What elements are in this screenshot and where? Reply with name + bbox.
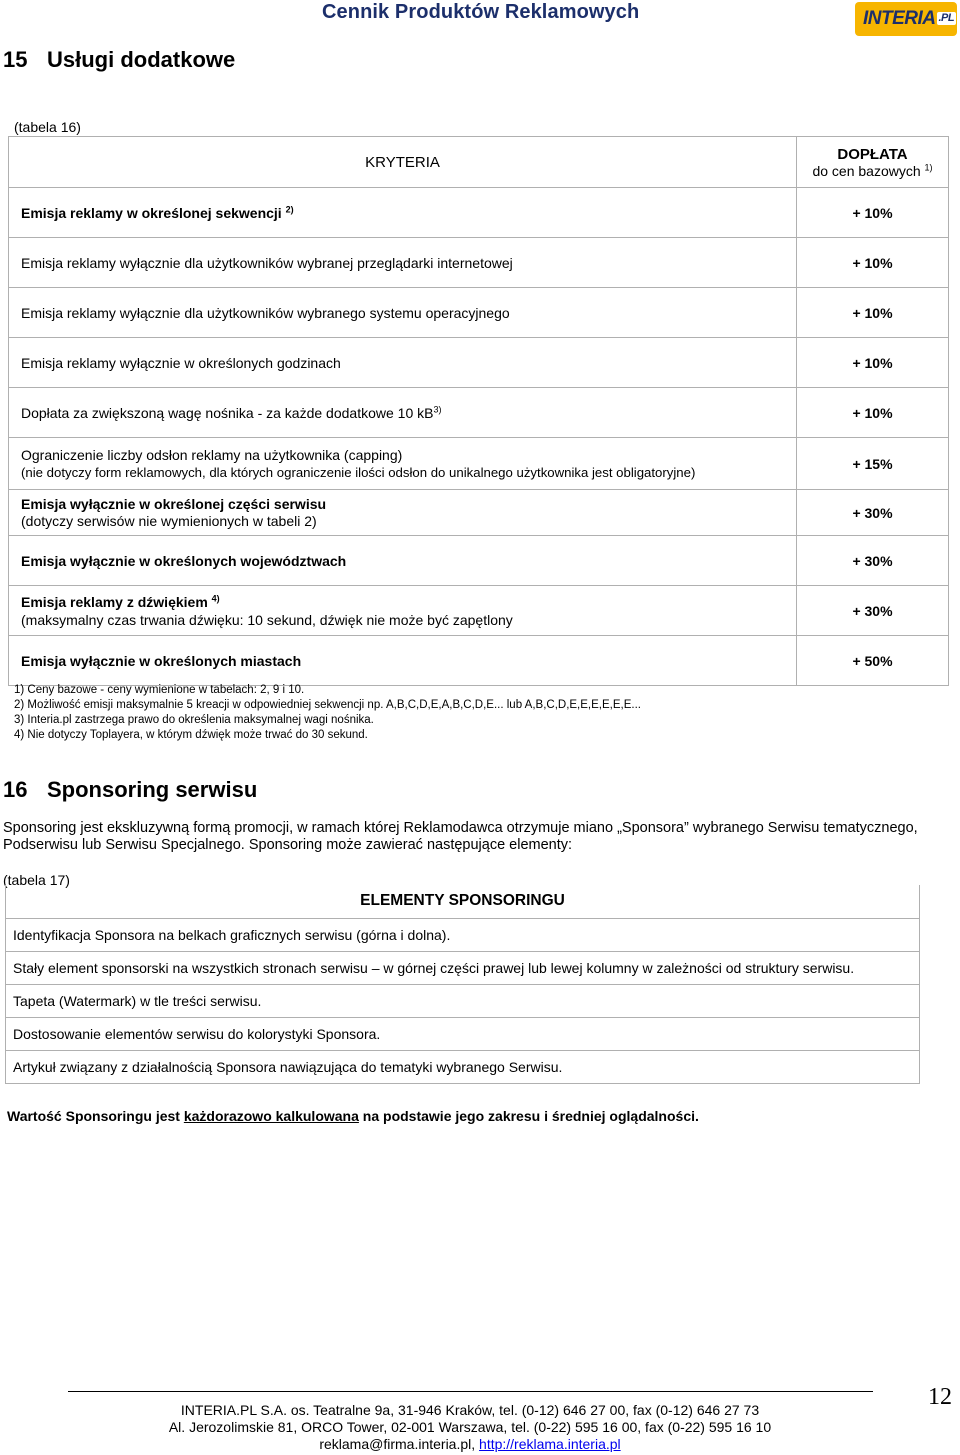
footnote-ref: 1) <box>924 161 933 172</box>
row-criterion-title: Emisja wyłącznie w określonej części serwisu <box>21 495 327 512</box>
table-16 <box>8 136 949 686</box>
table-17-label: (tabela 17) <box>3 872 70 888</box>
row-criterion-note: (nie dotyczy form reklamowych, dla których ograniczenie ilości odsłon do unikalnego użytkownika jest obligatoryjne) <box>21 464 696 480</box>
logo-suffix: .PL <box>938 12 955 24</box>
sponsoring-value-note: Wartość Sponsoringu jest każdorazowo kalkulowana na podstawie jego zakresu i średniej oglądalności. <box>7 1108 699 1124</box>
table-header-row <box>9 137 949 188</box>
section-16-heading <box>3 777 257 803</box>
footer-website-link[interactable]: http://reklama.interia.pl <box>479 1436 621 1452</box>
underlined-phrase: każdorazowo kalkulowana <box>183 1108 359 1124</box>
footer-divider <box>68 1391 873 1392</box>
row-value: + 30% <box>797 490 949 536</box>
header-elementy: ELEMENTY SPONSORINGU <box>6 885 920 918</box>
sponsoring-element: Dostosowanie elementów serwisu do kolorystyki Sponsora. <box>6 1017 920 1050</box>
row-value: + 30% <box>797 536 949 586</box>
table-header-row <box>6 885 920 918</box>
table-row <box>9 288 949 338</box>
header-doplata <box>797 137 949 188</box>
sponsoring-element: Identyfikacja Sponsora na belkach graficznych serwisu (górna i dolna). <box>6 918 920 951</box>
table-row <box>9 586 949 636</box>
sponsoring-element: Artykuł związany z działalnością Sponsora nawiązująca do tematyki wybranego Serwisu. <box>6 1050 920 1083</box>
row-value: + 10% <box>797 238 949 288</box>
row-criterion <box>9 438 797 490</box>
row-value: + 30% <box>797 586 949 636</box>
row-criterion <box>9 490 797 536</box>
table-17 <box>5 885 920 1084</box>
table-row <box>9 238 949 288</box>
footnote-ref: 4) <box>211 592 220 603</box>
section-title: Sponsoring serwisu <box>47 777 258 802</box>
row-criterion: Emisja wyłącznie w określonych miastach <box>9 636 797 686</box>
row-criterion: Emisja reklamy wyłącznie dla użytkowników wybranej przeglądarki internetowej <box>9 238 797 288</box>
sponsoring-element: Stały element sponsorski na wszystkich stronach serwisu – w górnej części prawej lub lewej kolumny w zależności od struktury serwisu. <box>6 951 920 984</box>
table-row <box>9 490 949 536</box>
row-value: + 50% <box>797 636 949 686</box>
row-value: + 15% <box>797 438 949 490</box>
row-criterion-note: (maksymalny czas trwania dźwięku: 10 sekund, dźwięk nie może być zapętlony <box>21 611 513 628</box>
row-value: + 10% <box>797 338 949 388</box>
logo-text: INTERIA <box>863 8 936 29</box>
section-15-heading <box>3 47 235 73</box>
table-row <box>6 1017 920 1050</box>
footer-email: reklama@firma.interia.pl, <box>319 1436 480 1452</box>
row-criterion-title: Emisja reklamy z dźwiękiem $^{4)}$ <box>21 592 220 610</box>
row-criterion: Emisja wyłącznie w określonych województwach <box>9 536 797 586</box>
section-number: 15 <box>3 47 28 72</box>
footnote: 1) Ceny bazowe - ceny wymienione w tabelach: 2, 9 i 10. <box>14 684 305 696</box>
interia-logo <box>855 2 957 36</box>
sponsoring-element: Tapeta (Watermark) w tle treści serwisu. <box>6 984 920 1017</box>
footer-address-line: INTERIA.PL S.A. os. Teatralne 9a, 31-946 Kraków, tel. (0-12) 646 27 00, fax (0-12) 646 27 73 <box>180 1402 760 1418</box>
table-row <box>9 438 949 490</box>
section-16-paragraph: Sponsoring jest ekskluzywną formą promocji, w ramach której Reklamodawca otrzymuje miano „Sponsora” wybranego Serwisu tematycznego, Podserwisu lub Serwisu Specjalnego. Sponsoring może zawierać następujące elementy: <box>3 820 918 853</box>
row-criterion: Emisja reklamy wyłącznie dla użytkowników wybranego systemu operacyjnego <box>9 288 797 338</box>
row-criterion: Emisja reklamy wyłącznie w określonych godzinach <box>9 338 797 388</box>
section-number: 16 <box>3 777 28 802</box>
table-row <box>9 636 949 686</box>
document-header-title: Cennik Produktów Reklamowych <box>322 1 640 23</box>
table-row <box>6 918 920 951</box>
header-doplata-sub: do cen bazowych $^{1)}$ <box>812 161 933 179</box>
table-row <box>9 388 949 438</box>
row-criterion-title: Ograniczenie liczby odsłon reklamy na użytkownika (capping) <box>21 446 403 463</box>
row-criterion <box>9 586 797 636</box>
footnote-ref: 3) <box>433 403 442 414</box>
footer-address-line: Al. Jerozolimskie 81, ORCO Tower, 02-001 Warszawa, tel. (0-22) 595 16 00, fax (0-22) 595 16 10 <box>168 1419 772 1435</box>
table-row <box>6 1050 920 1083</box>
footnote: 4) Nie dotyczy Toplayera, w którym dźwięk może trwać do 30 sekund. <box>14 729 368 741</box>
header-kryteria: KRYTERIA <box>9 137 797 188</box>
footer-contact-line <box>70 1437 870 1452</box>
row-value: + 10% <box>797 288 949 338</box>
table-row <box>6 984 920 1017</box>
footnote: 2) Możliwość emisji maksymalnie 5 kreacji w odpowiedniej sekwencji np. A,B,C,D,E,A,B,C,D,E... lub A,B,C,D,E,E,E,E,E,E... <box>14 699 641 711</box>
row-criterion: Emisja reklamy w określonej sekwencji $^{2)}$ <box>9 188 797 238</box>
table-row <box>9 536 949 586</box>
table-16-label: (tabela 16) <box>14 119 81 135</box>
row-criterion: Dopłata za zwiększoną wagę nośnika - za każde dodatkowe 10 $kB^{3)}$ <box>9 388 797 438</box>
header-doplata-title: DOPŁATA <box>837 145 908 163</box>
page-number: 12 <box>928 1384 952 1410</box>
row-criterion-note: (dotyczy serwisów nie wymienionych w tabeli 2) <box>21 512 317 529</box>
section-title: Usługi dodatkowe <box>47 47 236 72</box>
footnote-ref: 2) <box>285 203 294 214</box>
row-value: + 10% <box>797 188 949 238</box>
table-row <box>9 338 949 388</box>
footnote: 3) Interia.pl zastrzega prawo do określenia maksymalnej wagi nośnika. <box>14 714 374 726</box>
table-row <box>6 951 920 984</box>
table-row <box>9 188 949 238</box>
row-value: + 10% <box>797 388 949 438</box>
